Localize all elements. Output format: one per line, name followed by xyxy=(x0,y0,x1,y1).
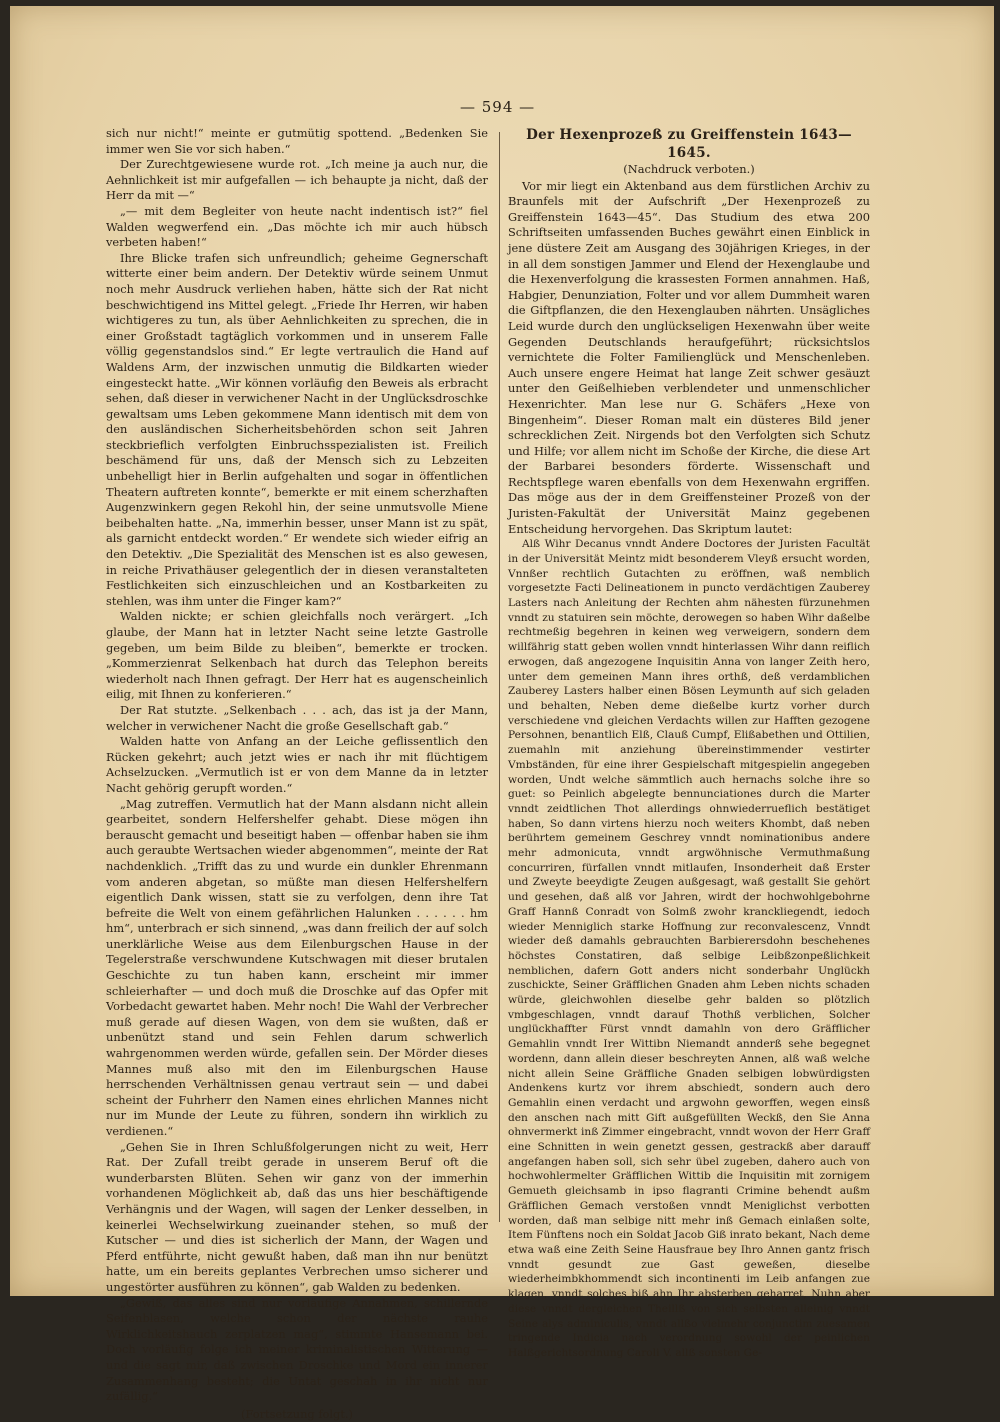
newspaper-page xyxy=(10,6,994,1421)
paragraph: Der Zurechtgewiesene wurde rot. „Ich meine ja auch nur, die Aehnlichkeit ist mir aufgefallen — ich behaupte ja nicht, daß der Herr da mit —“ xyxy=(106,157,488,203)
article-title: Der Hexenprozeß zu Greiffenstein 1643—1645. xyxy=(526,127,852,161)
page-number: — 594 — xyxy=(460,98,536,116)
paragraph: „Mag zutreffen. Vermutlich hat der Mann alsdann nicht allein gearbeitet, sondern Helfershelfer gehabt. Diese mögen ihn berauscht gemacht und beseitigt haben — offenbar haben sie ihm auch geraubte Wertsachen wieder abgenommen“, meinte der Rat nachdenklich. „Trifft das zu und wurde ein dunkler Ehrenmann vom anderen abgetan, so müßte man diesen Helfershelfern eigentlich Dank wissen, statt sie zu verfolgen, denn ihre Tat befreite die Welt von einem gefährlichen Halunken . . . . . . hm hm“, unterbrach er sich sinnend, „was dann freilich der auf solch unerklärliche Weise aus dem Eilenburgschen Hause in der Tegelerstraße verschwundene Kutschwagen mit dieser brutalen Geschichte zu tun haben kann, erscheint mir immer schleierhafter — und doch muß die Droschke auf das Opfer mit Vorbedacht gewartet haben. Mehr noch! Die Wahl der Verbrecher muß gerade auf diesen Wagen, von dem sie wußten, daß er unbenützt stand und sein Fehlen darum schwerlich wahrgenommen werden würde, gefallen sein. Der Mörder dieses Mannes muß also mit den im Eilenburgschen Hause herrschenden Verhältnissen genau vertraut sein — und dabei scheint der Fuhrherr den Namen eines ehrlichen Mannes nicht nur im Munde der Leute zu führen, sondern ihn wirklich zu verdienen.“ xyxy=(106,796,488,1138)
quote-paragraph: Alß Wihr Decanus vnndt Andere Doctores der Juristen Facultät in der Universität Meintz midt besonderem Vleyß ersucht worden, Vnnßer rechtlich Gutachten zu eröffnen, waß nemblich vorgesetzte Facti Delineationem in puncto verdächtigen Zauberey Lasters nach Anleitung der Rechten ahm nähesten fürzunehmen vnndt zu statuiren sein möchte, derowegen so haben Wihr daßelbe rechtmeßig begehren in keinen weg verweigern, sondern dem willfährig statt geben wollen vnndt hinterlassen Wihr dann reiflich erwogen, daß angezogene Inquisitin Anna von langer Zeith hero, unter dem gemeinen Mann ihres orthß, deß verdamblichen Zauberey Lasters halber einen Bösen Leymunth auf sich geladen und behalten, Neben deme dießelbe kurtz vorher durch verschiedene vnd gleichen Verdachts willen zur Hafften gezogene Persohnen, benantlich Elß, Clauß Cumpf, Elißabethen und Ottilien, zuemahln mit anziehung übereinstimmender vestirter Vmbständen, für eine ihrer Gespielschaft mitgespielin angegeben worden, Undt welche sämmtlich auch hernachs solche ihre so guet: so Peinlich abgelegte bennunciationes durch die Marter vnndt zeidtlichen Thot allerdings ohnwiederrueflich bestätiget haben, So dann virtens hierzu noch weiters Khombt, daß neben berührtem gemeinem Geschrey vnndt nominationibus andere mehr admonicuta, vnndt argwöhnische Vermuthmaßung concurriren, fürfallen vnndt mitlaufen, Insonderheit daß Erster und Zweyte beeydigte Zeugen außgesagt, waß gestallt Sie gehört und gesehen, daß alß vor Jahren, wirdt der hochwohlgebohrne Graff Hannß Conradt von Solmß zwohr kranckliegendt, iedoch wieder Menniglich starke Hoffnung zur reconvalescenz, Vnndt wieder deß damahls gebrauchten Barbierersdohn beschehenes höchstes Constatiren, daß selbige Leibßzonpeßlichkeit nemblichen, dafern Gott anders nicht sonderbahr Unglückh zuschickte, Seiner Gräfflichen Gnaden ahm Leben nichts schaden würde, gleichwohlen dieselbe gehr balden so plötzlich vmbgeschlagen, vnndt darauf Thothß verblichen, Solcher unglückhaffter Fürst vnndt damahln von dero Gräfflicher Gemahlin vnndt Irer Wittibn Niemandt annderß sehe begegnet wordenn, dann allein dieser beschreyten Annen, alß waß welche nicht allein Seine Gräffliche Gnaden selbigen lobwürdigsten Andenkens kurtz vor ihrem abschiedt, sondern auch dero Gemahlin einen verdacht und argwohn geworffen, wegen einsß den anschen nach mitt Gift außgefüllten Weckß, den Sie Anna ohnvermerkt inß Zimmer eingebracht, vnndt wovon der Herr Graff eine Schnitten in wein genetzt gessen, gestrackß aber darauff angefangen haben soll, sich sehr übel zugeben, dahero auch von hochwohlermelter Gräfflichen Wittib die Inquisitin mit zornigem Gemueth gleichsamb in ipso flagranti Crimine behendt außm Gräfflichen Gemach verstoßen vnndt Meniglichst verbotten worden, daß man selbige nitt mehr inß Gemach einlaßen solte, Item Fünftens noch ein Soldat Jacob Giß inrato bekant, Nach deme etwa waß eine Zeith Seine Hausfraue bey Ihro Annen gantz frisch vnndt gesundt zue Gast geweßen, dieselbe wiederheimbkhommendt sich incontinenti im Leib anfangen zue klagen, vnndt solches biß ahn Ihr absterben geharret, Nuhn aber diese vnndt dergleichen Theillß von sich selbsten alleinig vnndt Seine alys adminiculis, vnndt allßo vielmehr conjunctim zuesamen tringende Indicia nach verordnung sowohl der peinlichen Halßgerichtsordnung Caroli V. allß sonsten Ge- xyxy=(508,538,870,1359)
paragraph: „Gewiß, das alles sind nur vorläufige Annahmen, schillernde Seifenblasen, welche schon der nächste rauhe Wirklichkeitshauch zerplatzen mag“, stimmte Hansemann bei. Doch vorläufig folge ich meiner kriminalistischen Witterung — und die sagt mir, daß zwischen Droschke und Mord ein innerer Zusammenhang besteht; die Untat geschah in ihr nicht nur zufällig.“ xyxy=(106,1295,488,1404)
reprint-notice: (Nachdruck verboten.) xyxy=(623,162,755,176)
paragraph: Ihre Blicke trafen sich unfreundlich; geheime Gegnerschaft witterte einer beim andern. Der Detektiv würde seinem Unmut noch mehr Ausdruck verliehen haben, hätte sich der Rat nicht beschwichtigend ins Mittel gelegt. „Friede Ihr Herren, wir haben wichtigeres zu tun, als über Aehnlichkeiten zu sprechen, die in einer Großstadt tagtäglich vorkommen und in unserem Falle völlig gegenstandslos sind.“ Er legte vertraulich die Hand auf Waldens Arm, der inzwischen unmutig die Bildkarten wieder eingesteckt hatte. „Wir können vorläufig den Beweis als erbracht sehen, daß dieser in verwichener Nacht in der Unglücksdroschke gewaltsam ums Leben gekommene Mann identisch mit dem von den ausländischen Sicherheitsbehörden schon seit Jahren steckbrieflich verfolgten Einbruchsspezialisten ist. Freilich beschämend für uns, daß der Mensch sich zu Lebzeiten unbehelligt hier in Berlin aufgehalten und sogar in öffentlichen Theatern auftreten konnte“, bemerkte er mit einem scherzhaften Augenzwinkern gegen Rekohl hin, der seine unmutsvolle Miene beibehalten hatte. „Na, immerhin besser, unser Mann ist zu spät, als garnicht entdeckt worden.“ Er wendete sich wieder eifrig an den Detektiv. „Die Spezialität des Menschen ist es also gewesen, in reiche Privathäuser gelegentlich der in diesen veranstalteten Festlichkeiten sich einzuschleichen und an Kostbarkeiten zu stehlen, was ihm unter die Finger kam?“ xyxy=(106,250,488,608)
paragraph: sich nur nicht!“ meinte er gutmütig spottend. „Bedenken Sie immer wen Sie vor sich haben.“ xyxy=(106,126,488,156)
quoted-document xyxy=(508,537,870,1360)
right-column xyxy=(508,126,870,1361)
paragraph: Walden nickte; er schien gleichfalls noch verärgert. „Ich glaube, der Mann hat in letzter Nacht seine letzte Gastrolle gegeben, um beim Bilde zu bleiben“, bemerkte er trocken. „Kommerzienrat Selkenbach hat durch das Telephon bereits wiederholt nach Ihnen gefragt. Der Herr hat es augenscheinlich eilig, mit Ihnen zu konferieren.“ xyxy=(106,609,488,702)
paragraph: Der Rat stutzte. „Selkenbach . . . ach, das ist ja der Mann, welcher in verwichener Nacht die große Gesellschaft gab.“ xyxy=(106,702,488,733)
paragraph: „Gehen Sie in Ihren Schlußfolgerungen nicht zu weit, Herr Rat. Der Zufall treibt gerade in unserem Beruf oft die wunderbarsten Blüten. Sehen wir ganz von der immerhin vorhandenen Möglichkeit ab, daß das uns hier beschäftigende Verhängnis und der Wagen, will sagen der Lenker desselben, in keinerlei Wechselwirkung zueinander stehen, so muß der Kutscher — und dies ist sicherlich der Mann, der Wagen und Pferd entführte, nicht gewußt haben, daß man ihn nur benützt hatte, um ein bereits geplantes Verbrechen umso sicherer und ungestörter ausführen zu können“, gab Walden zu bedenken. xyxy=(106,1139,488,1294)
left-column xyxy=(106,126,488,1422)
paragraph: Vor mir liegt ein Aktenband aus dem fürstlichen Archiv zu Braunfels mit der Aufschrift „Der Hexenprozeß zu Greiffenstein 1643—45“. Das Studium des etwa 200 Schriftseiten umfassenden Buches gewährt einen Einblick in jene düstere Zeit am Ausgang des 30jährigen Krieges, in der in all dem sonstigen Jammer und Elend der Hexenglaube und die Hexenverfolgung die krassesten Formen annahmen. Haß, Habgier, Denunziation, Folter und vor allem Dummheit waren die Giftpflanzen, die den Hexenglauben nährten. Unsägliches Leid wurde durch den unglückseligen Hexenwahn über weite Gegenden Deutschlands heraufgeführt; rücksichtslos vernichtete die Folter Familienglück und Menschenleben. Auch unsere engere Heimat hat lange Zeit schwer gesäuzt unter den Geißelhieben verblendeter und unmenschlicher Hexenrichter. Man lese nur G. Schäfers „Hexe von Bingenheim“. Dieser Roman malt ein düsteres Bild jener schrecklichen Zeit. Nirgends bot den Verfolgten sich Schutz und Hilfe; vor allem nicht im Schoße der Kirche, die diese Art der Barbarei besonders förderte. Wissenschaft und Rechtspflege waren ebenfalls von dem Hexenwahn ergriffen. Das möge aus der in dem Greiffensteiner Prozeß von der Juristen-Fakultät der Universität Mainz gegebenen Entscheidung hervorgehen. Das Skriptum lautet: xyxy=(508,178,870,536)
column-divider xyxy=(499,132,500,1222)
paragraph: Walden hatte von Anfang an der Leiche geflissentlich den Rücken gekehrt; auch jetzt wies er nach ihr mit flüchtigem Achselzucken. „Vermutlich ist er von dem Manne da in letzter Nacht gehörig gerupft worden.“ xyxy=(106,734,488,795)
paragraph: „— mit dem Begleiter von heute nacht indentisch ist?“ fiel Walden wegwerfend ein. „Das möchte ich mir auch hübsch verbeten haben!“ xyxy=(106,203,488,250)
continuation-note: (Fortsetzung folgt.) xyxy=(240,1406,353,1421)
